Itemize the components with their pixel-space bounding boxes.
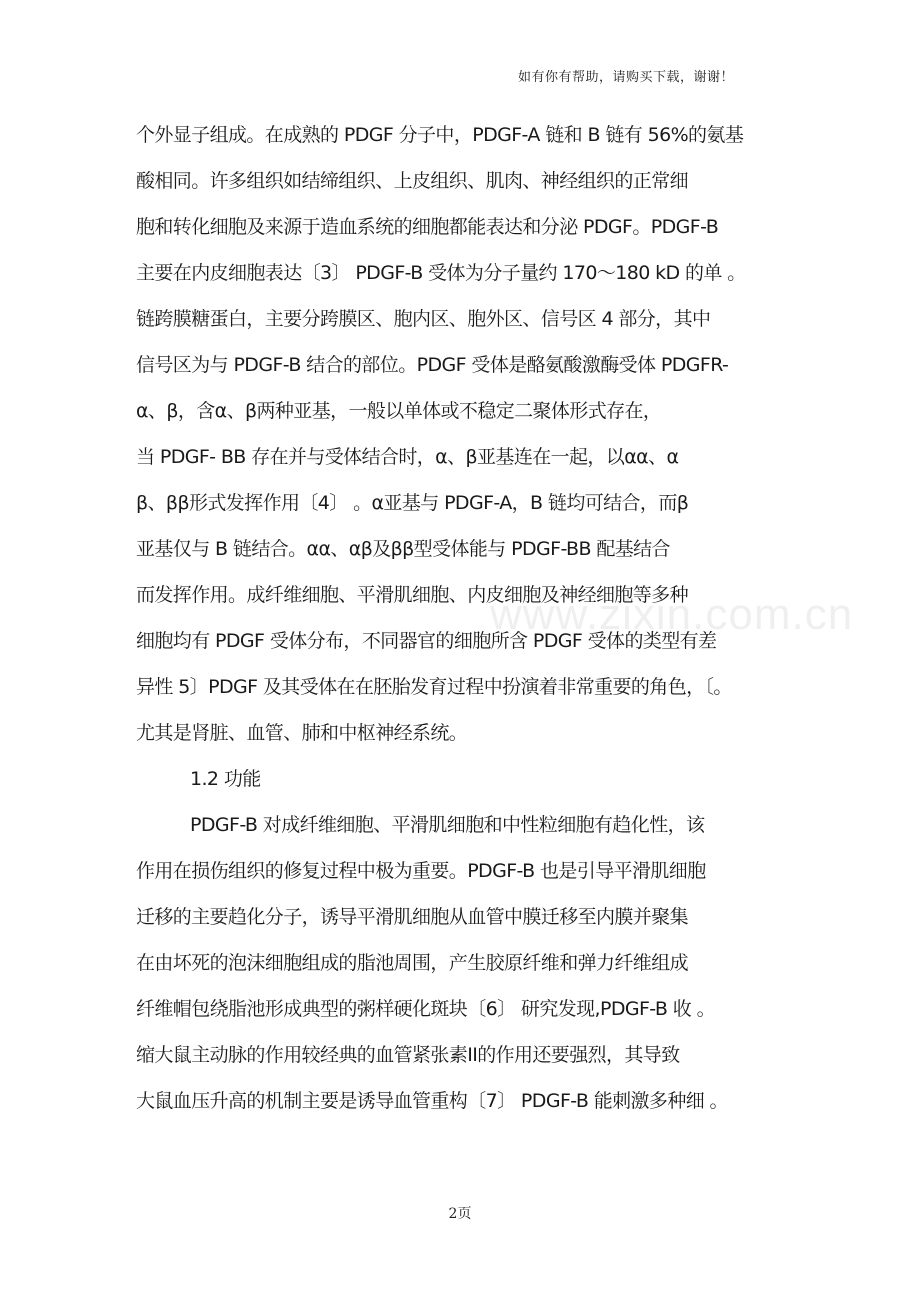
paragraph-first-line: PDGF-B 对成纤维细胞、平滑肌细胞和中性粒细胞有趋化性，该: [190, 814, 705, 836]
text-line: 个外显子组成。在成熟的 PDGF 分子中，PDGF-A 链和 B 链有 56%的氨基: [136, 124, 744, 146]
text-line: 大鼠血压升高的机制主要是诱导血管重构〔7〕 PDGF-B 能刺激多种细 。: [136, 1090, 728, 1112]
watermark: www.zixin.com.cn: [490, 590, 854, 639]
text-line: 尤其是肾脏、血管、肺和中枢神经系统。: [136, 722, 468, 744]
text-line: 当 PDGF- BB 存在并与受体结合时，α、β亚基连在一起，以αα、α: [136, 446, 679, 468]
text-line: 作用在损伤组织的修复过程中极为重要。PDGF-B 也是引导平滑肌细胞: [136, 860, 706, 882]
section-heading: 1.2 功能: [190, 768, 261, 790]
text-line: 纤维帽包绕脂池形成典型的粥样硬化斑块〔6〕 研究发现,PDGF-B 收 。: [136, 998, 716, 1020]
page-header: 如有你有帮助，请购买下载，谢谢！: [517, 70, 734, 85]
text-line: 链跨膜糖蛋白，主要分跨膜区、胞内区、胞外区、信号区 4 部分，其中: [136, 308, 711, 330]
text-line: 迁移的主要趋化分子，诱导平滑肌细胞从血管中膜迁移至内膜并聚集: [136, 906, 689, 928]
page-number: 2页: [448, 1206, 472, 1222]
text-line: 亚基仅与 B 链结合。αα、αβ及ββ型受体能与 PDGF-BB 配基结合: [136, 538, 670, 560]
body-text: [136, 112, 786, 1124]
text-line: 信号区为与 PDGF-B 结合的部位。PDGF 受体是酪氨酸激酶受体 PDGFR-: [136, 354, 729, 376]
text-line: 胞和转化细胞及来源于造血系统的细胞都能表达和分泌 PDGF。PDGF-B: [136, 216, 719, 238]
text-line: 在由坏死的泡沫细胞组成的脂池周围，产生胶原纤维和弹力纤维组成: [136, 952, 689, 974]
text-line: 缩大鼠主动脉的作用较经典的血管紧张素II的作用还要强烈，其导致: [136, 1044, 680, 1066]
text-line: 主要在内皮细胞表达〔3〕 PDGF-B 受体为分子量约 170～180 kD 的单 。: [136, 262, 746, 284]
text-line: 异性 5〕PDGF 及其受体在在胚胎发育过程中扮演着非常重要的角色，〔。: [136, 676, 732, 698]
text-line: 细胞均有 PDGF 受体分布，不同器官的细胞所含 PDGF 受体的类型有差: [136, 630, 717, 652]
text-line: β、ββ形式发挥作用〔4〕 。α亚基与 PDGF-A，B 链均可结合，而β: [136, 492, 689, 514]
text-line: α、β，含α、β两种亚基，一般以单体或不稳定二聚体形式存在，: [136, 400, 662, 422]
text-line: 而发挥作用。成纤维细胞、平滑肌细胞、内皮细胞及神经细胞等多种: [136, 584, 689, 606]
text-line: 酸相同。许多组织如结缔组织、上皮组织、肌肉、神经组织的正常细: [136, 170, 689, 192]
